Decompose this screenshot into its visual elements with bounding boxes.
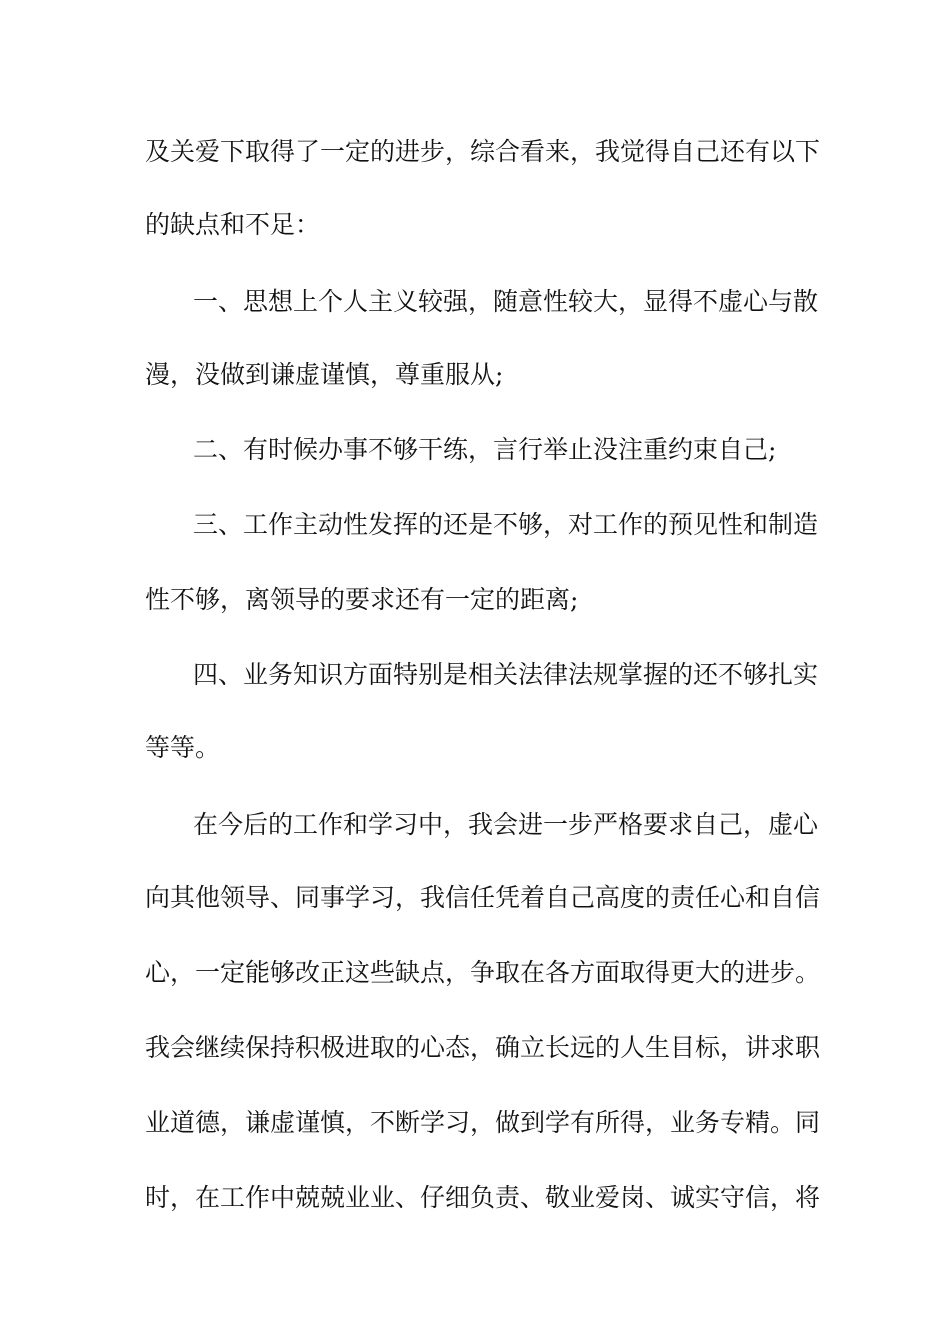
text-line: 业道德，谦虚谨慎，不断学习，做到学有所得，业务专精。同 bbox=[145, 1108, 821, 1137]
text-line: 在今后的工作和学习中，我会进一步严格要求自己，虚心 bbox=[193, 810, 819, 839]
text-line: 的缺点和不足： bbox=[145, 210, 321, 239]
text-line: 等等。 bbox=[145, 733, 221, 762]
text-line: 四、业务知识方面特别是相关法律法规掌握的还不够扎实 bbox=[193, 660, 819, 689]
text-line: 向其他领导、同事学习，我信任凭着自己高度的责任心和自信 bbox=[145, 883, 821, 912]
text-line: 三、工作主动性发挥的还是不够，对工作的预见性和制造 bbox=[193, 510, 819, 539]
text-line: 一、思想上个人主义较强，随意性较大，显得不虚心与散 bbox=[193, 287, 819, 316]
text-line: 及关爱下取得了一定的进步，综合看来，我觉得自己还有以下 bbox=[145, 137, 821, 166]
text-line: 心，一定能够改正这些缺点，争取在各方面取得更大的进步。 bbox=[145, 958, 821, 987]
text-line: 我会继续保持积极进取的心态，确立长远的人生目标，讲求职 bbox=[145, 1033, 821, 1062]
text-line: 性不够，离领导的要求还有一定的距离; bbox=[145, 585, 579, 614]
text-line: 二、有时候办事不够干练，言行举止没注重约束自己; bbox=[193, 435, 777, 464]
text-line: 漫，没做到谦虚谨慎，尊重服从; bbox=[145, 360, 504, 389]
text-line: 时，在工作中兢兢业业、仔细负责、敬业爱岗、诚实守信，将 bbox=[145, 1183, 821, 1212]
